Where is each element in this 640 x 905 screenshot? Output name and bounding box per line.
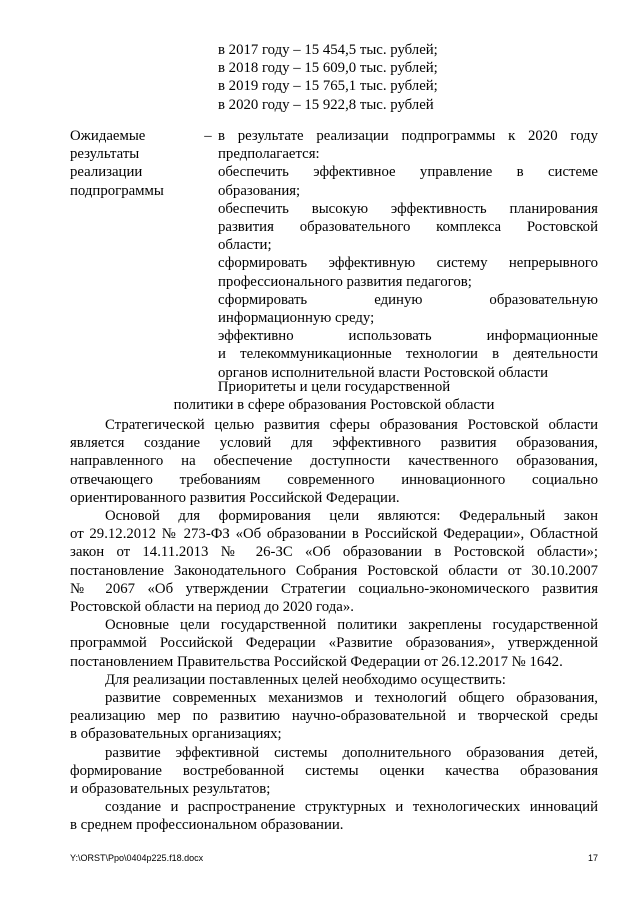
- body-line: № 2067 «Об утверждении Стратегии социально-экономического развития: [70, 580, 598, 597]
- expected-results-content: [218, 127, 598, 382]
- body-line: ориентированного развития Российской Федерации.: [70, 489, 400, 506]
- body-line: закон от 14.11.2013 № 26-ЗС «Об образовании в Ростовской области»;: [70, 544, 598, 561]
- expected-results-label: [70, 127, 190, 200]
- content-line: обеспечить эффективное управление в системе: [218, 164, 598, 181]
- label-line: подпрограммы: [70, 182, 164, 199]
- body-line: является создание условий для эффективного развития образования,: [70, 435, 598, 452]
- body-line: развитие современных механизмов и технологий общего образования,: [105, 690, 598, 707]
- content-line: образования;: [218, 182, 301, 199]
- content-line: эффективно использовать информационные: [218, 328, 598, 345]
- content-line: органов исполнительной власти Ростовской области: [218, 364, 549, 381]
- content-line: развития образовательного комплекса Ростовской: [218, 219, 598, 236]
- body-line: постановление Законодательного Собрания Ростовской области от 30.10.2007: [70, 562, 598, 579]
- heading-line: Приоритеты и цели государственной: [217, 379, 451, 395]
- funding-line-2017: в 2017 году – 15 454,5 тыс. рублей;: [218, 42, 438, 58]
- body-text: [70, 416, 598, 835]
- content-line: обеспечить высокую эффективность планирования: [218, 200, 598, 217]
- body-line: от 29.12.2012 № 273-ФЗ «Об образовании в Российской Федерации», Областной: [70, 526, 598, 543]
- file-path: Y:\ORST\Ppo\0404p225.f18.docx: [70, 853, 204, 863]
- body-line: Для реализации поставленных целей необходимо осуществить:: [105, 671, 506, 688]
- body-line: создание и распространение структурных и технологических инноваций: [105, 799, 598, 816]
- section-heading: [70, 378, 598, 414]
- label-line: результаты: [70, 146, 140, 163]
- content-line: и телекоммуникационные технологии в деятельности: [218, 346, 598, 363]
- body-line: формирование востребованной системы оценки качества образования: [70, 762, 598, 779]
- content-line: профессионального развития педагогов;: [218, 273, 472, 290]
- heading-line: политики в сфере образования Ростовской области: [173, 397, 495, 414]
- body-line: Основные цели государственной политики закреплены государственной: [105, 617, 598, 634]
- separator-dash: –: [204, 128, 212, 144]
- funding-line-2020: в 2020 году – 15 922,8 тыс. рублей: [218, 96, 434, 113]
- label-line: реализации: [70, 164, 143, 181]
- body-line: в образовательных организациях;: [70, 726, 282, 743]
- body-line: программой Российской Федерации «Развитие образования», утвержденной: [70, 635, 598, 652]
- funding-by-year: [218, 41, 598, 114]
- body-line: отвечающего требованиям современного инновационного социально: [70, 471, 598, 488]
- body-line: постановлением Правительства Российской Федерации от 26.12.2017 № 1642.: [70, 653, 563, 670]
- body-line: направленного на обеспечение доступности качественного образования,: [70, 453, 598, 470]
- body-line: реализацию мер по развитию научно-образовательной и творческой среды: [70, 708, 598, 725]
- page-number: 17: [587, 853, 598, 863]
- label-line: Ожидаемые: [70, 128, 146, 144]
- content-line: в результате реализации подпрограммы к 2020 году: [218, 128, 598, 144]
- content-line: области;: [218, 237, 272, 254]
- funding-line-2018: в 2018 году – 15 609,0 тыс. рублей;: [218, 60, 438, 77]
- body-line: и образовательных результатов;: [70, 781, 271, 798]
- content-line: предполагается:: [218, 146, 320, 163]
- content-line: сформировать эффективную систему непрерывного: [218, 255, 598, 272]
- funding-line-2019: в 2019 году – 15 765,1 тыс. рублей;: [218, 78, 438, 95]
- body-line: Основой для формирования цели являются: Федеральный закон: [105, 508, 598, 525]
- body-line: развитие эффективной системы дополнительного образования детей,: [105, 744, 598, 761]
- body-line: Ростовской области на период до 2020 года».: [70, 599, 354, 616]
- body-line: в среднем профессиональном образовании.: [70, 817, 344, 834]
- content-line: информационную среду;: [218, 310, 375, 327]
- body-line: Стратегической целью развития сферы образования Ростовской области: [105, 417, 598, 433]
- content-line: сформировать единую образовательную: [218, 291, 598, 308]
